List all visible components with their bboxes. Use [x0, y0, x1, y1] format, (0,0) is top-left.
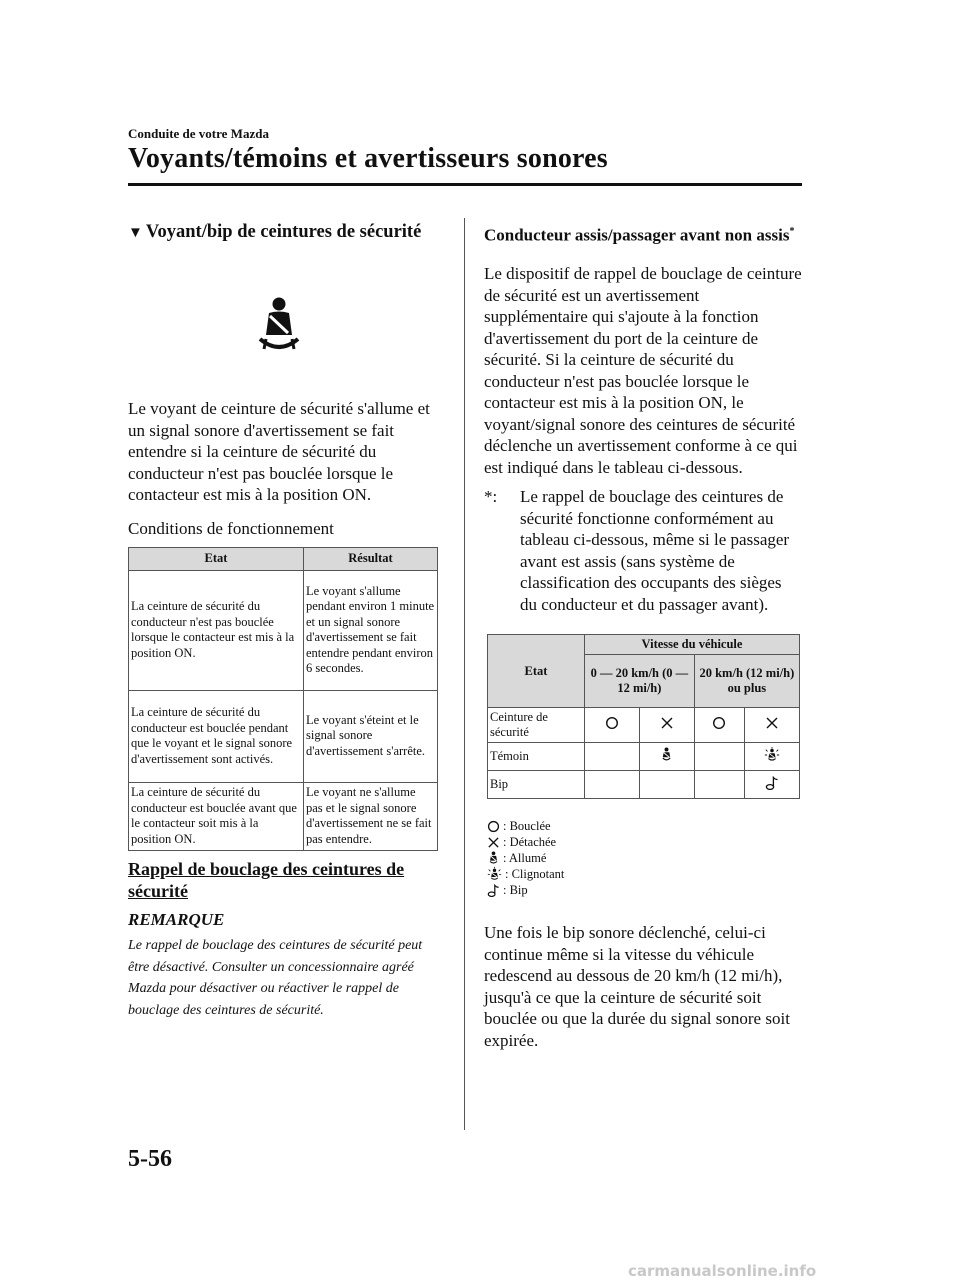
seatbelt-lit-icon: [487, 851, 500, 865]
etat-cell: La ceinture de sécurité du conducteur est bouclée avant que le contacteur soit mis à la position ON.: [129, 782, 304, 850]
col-header-etat: Etat: [129, 548, 304, 571]
cell: [744, 743, 799, 771]
footnote: [484, 486, 802, 615]
intro-paragraph: Le voyant de ceinture de sécurité s'allume et un signal sonore d'avertissement se fait entendre si la ceinture de sécurité du conducteur n'est pas bouclée lorsque le contacteur est mis à la position ON.: [128, 399, 430, 504]
cell: [694, 771, 744, 799]
col-header-range-low: 0 ― 20 km/h (0 ― 12 mi/h): [585, 655, 695, 708]
seatbelt-flash-icon: [764, 747, 780, 763]
cross-icon: [765, 716, 779, 730]
legend: [487, 818, 564, 898]
seatbelt-heading: [128, 222, 438, 243]
note-icon: [765, 776, 779, 790]
row-label: Ceinture de sécurité: [488, 708, 585, 743]
table-row: [129, 690, 438, 782]
col-header-range-high: 20 km/h (12 mi/h) ou plus: [694, 655, 799, 708]
col-header-resultat: Résultat: [304, 548, 438, 571]
conditions-table: [128, 547, 438, 851]
cell: [639, 743, 694, 771]
cell: [585, 771, 640, 799]
cell: [639, 771, 694, 799]
watermark: carmanualsonline.info: [628, 1262, 817, 1280]
cell: [694, 743, 744, 771]
driver-seated-heading-text: Conducteur assis/passager avant non assis: [484, 225, 790, 245]
page-title: Voyants/témoins et avertisseurs sonores: [128, 143, 608, 174]
column-divider: [464, 218, 465, 1130]
legend-item: [487, 882, 564, 898]
seatbelt-warning-icon: [250, 295, 308, 357]
table-row: [129, 570, 438, 690]
footnote-marker: *:: [484, 487, 498, 506]
reminder-paragraph: Le dispositif de rappel de bouclage de ceinture de sécurité est un avertissement supplémentaire qui s'ajoute à la fonction d'avertissement du port de la ceinture de sécurité. Si la ceinture de sécurité du conducteur n'est pas bouclée lorsque le contacteur est mis à la position ON, le voyant/signal sonore des ceintures de sécurité déclenche un avertissement conforme à ce qui est indiqué dans le tableau ci-dessous.: [484, 264, 802, 477]
footnote-text: Le rappel de bouclage des ceintures de sécurité fonctionne conformément au tableau ci-dessous, même si le passager avant est assis (sans système de classification des occupants des sièges du conducteur et du passager avant).: [520, 487, 790, 614]
resultat-cell: Le voyant s'éteint et le signal sonore d'avertissement s'arrête.: [304, 690, 438, 782]
etat-cell: La ceinture de sécurité du conducteur n'est pas bouclée lorsque le contacteur est mis à la position ON.: [129, 570, 304, 690]
cell: [744, 771, 799, 799]
col-header-speed: Vitesse du véhicule: [585, 635, 800, 655]
conditions-title: Conditions de fonctionnement: [128, 519, 334, 538]
row-label: Bip: [488, 771, 585, 799]
page-number: 5-56: [128, 1146, 172, 1172]
table-row: [488, 708, 800, 743]
legend-label: : Détachée: [503, 835, 557, 849]
table-row: [488, 743, 800, 771]
seatbelt-flash-icon: [487, 867, 502, 882]
cell: [585, 743, 640, 771]
legend-item: [487, 866, 564, 882]
seatbelt-heading-text: Voyant/bip de ceintures de sécurité: [145, 222, 422, 242]
circle-icon: [712, 716, 726, 730]
legend-label: : Bip: [503, 883, 528, 897]
legend-item: [487, 834, 564, 850]
remarque-text: Le rappel de bouclage des ceintures de sécurité peut être désactivé. Consulter un concessionnaire agréé Mazda pour désactiver ou réactiver le rappel de bouclage des ceintures de sécurité.: [128, 938, 423, 1018]
header-rule: [128, 183, 802, 186]
col-header-etat: Etat: [488, 635, 585, 708]
cell: [585, 708, 640, 743]
legend-label: : Clignotant: [505, 867, 565, 881]
cell: [639, 708, 694, 743]
cell: [744, 708, 799, 743]
cell: [694, 708, 744, 743]
circle-icon: [487, 820, 500, 833]
speed-table: [487, 634, 800, 799]
resultat-cell: Le voyant s'allume pendant environ 1 minute et un signal sonore d'avertissement se fait entendre pendant environ 6 secondes.: [304, 570, 438, 690]
legend-label: : Bouclée: [503, 819, 551, 833]
legend-item: [487, 818, 564, 834]
row-label: Témoin: [488, 743, 585, 771]
legend-item: [487, 850, 564, 866]
reminder-heading: Rappel de bouclage des ceintures de sécurité: [128, 859, 405, 901]
cross-icon: [487, 836, 500, 849]
triangle-bullet-icon: ▼: [128, 225, 143, 241]
resultat-cell: Le voyant ne s'allume pas et le signal sonore d'avertissement ne se fait pas entendre.: [304, 782, 438, 850]
etat-cell: La ceinture de sécurité du conducteur est bouclée pendant que le voyant et le signal sonore d'avertissement sont activés.: [129, 690, 304, 782]
note-icon: [487, 884, 500, 897]
circle-icon: [605, 716, 619, 730]
table-row: [488, 771, 800, 799]
table-row: [129, 782, 438, 850]
seatbelt-lit-icon: [660, 747, 673, 762]
cross-icon: [660, 716, 674, 730]
final-paragraph: Une fois le bip sonore déclenché, celui-ci continue même si la vitesse du véhicule redescend au dessous de 20 km/h (12 mi/h), jusqu'à ce que la ceinture de sécurité soit bouclée ou que la durée du signal sonore soit expirée.: [484, 923, 790, 1050]
remarque-title: REMARQUE: [128, 910, 225, 929]
legend-label: : Allumé: [503, 851, 547, 865]
section-label: Conduite de votre Mazda: [128, 126, 269, 141]
driver-seated-heading: [484, 222, 802, 246]
footnote-mark: *: [789, 226, 795, 237]
